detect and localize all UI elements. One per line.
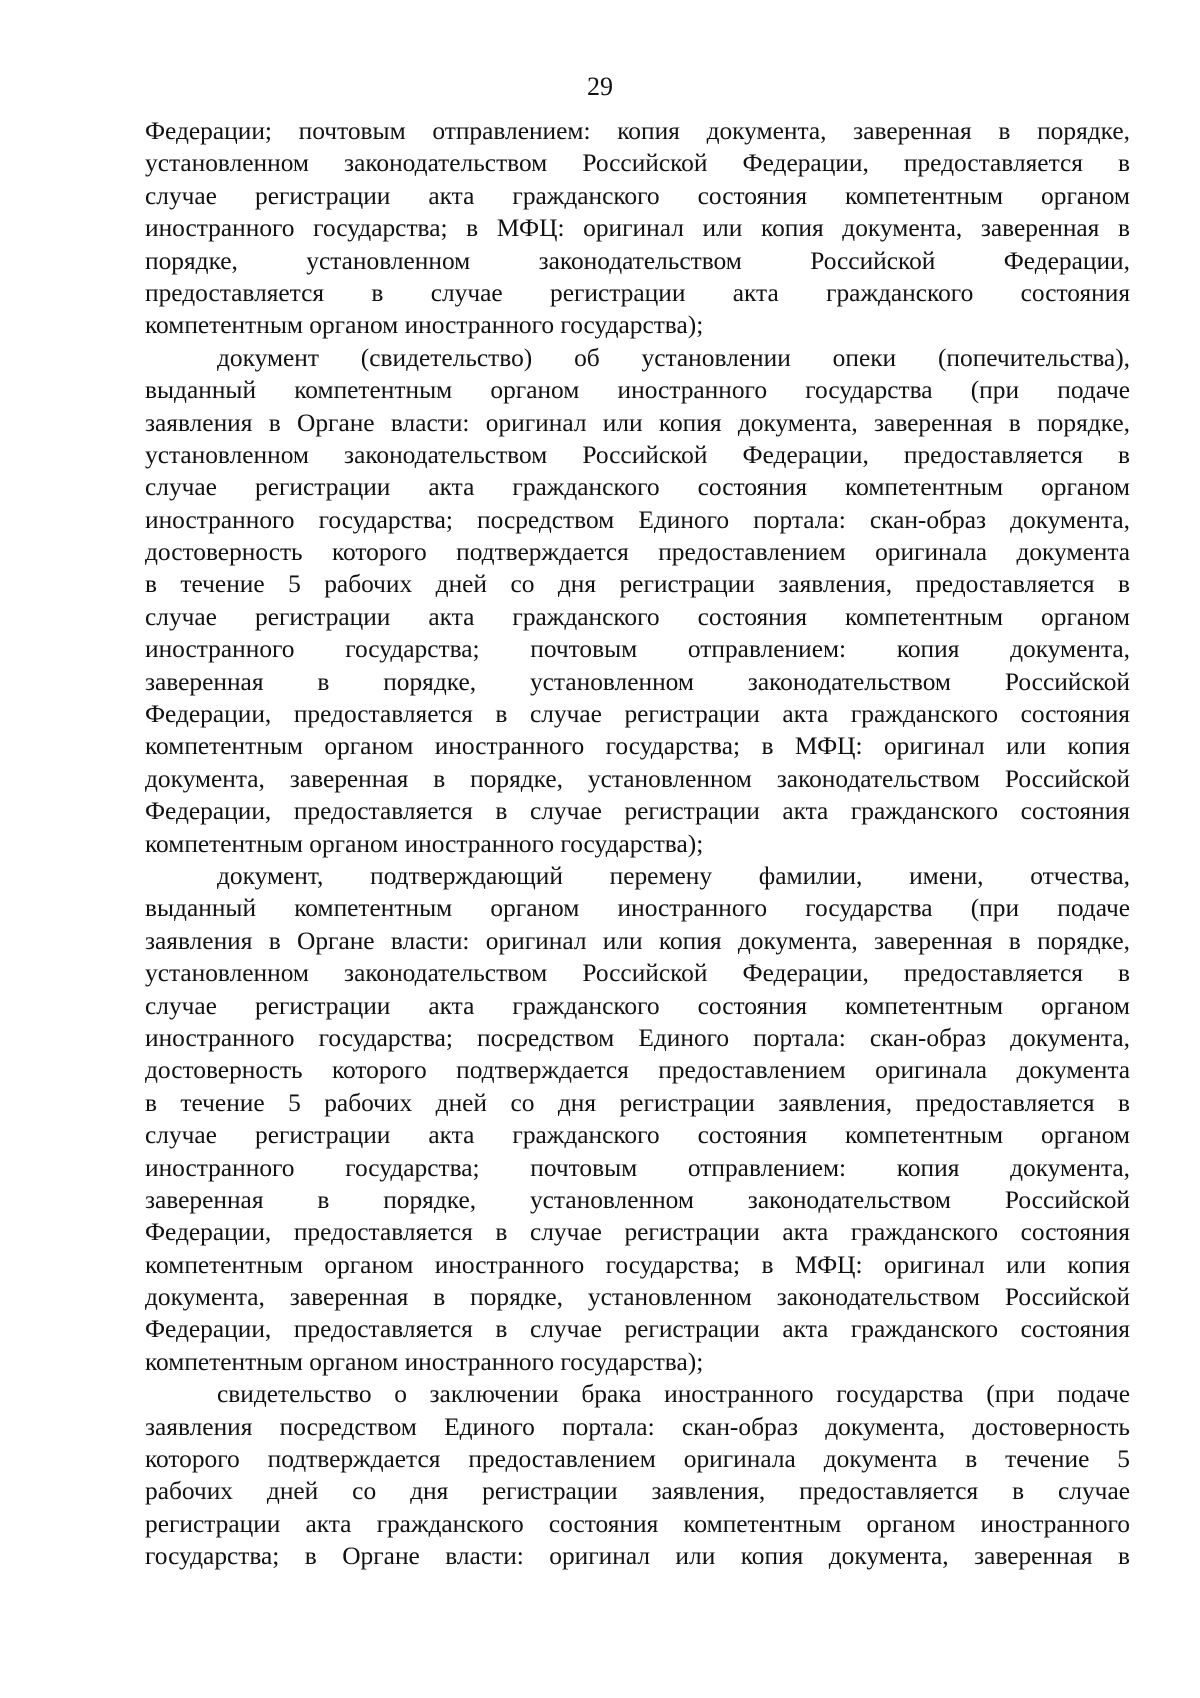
text-line: документ (свидетельство) об установлении опеки (попечительства),	[217, 343, 1130, 372]
text-line: компетентным органом иностранного государства; в МФЦ: оригинал или копия	[145, 732, 1130, 761]
document-body	[145, 115, 1130, 1573]
text-line: Федерации; почтовым отправлением: копия документа, заверенная в порядке,	[145, 117, 1130, 145]
text-line: выданный компетентным органом иностранного государства (при подаче	[145, 376, 1130, 405]
text-line: компетентным органом иностранного государства);	[145, 1347, 704, 1376]
text-line: Федерации, предоставляется в случае регистрации акта гражданского состояния	[145, 1315, 1130, 1344]
text-line: рабочих дней со дня регистрации заявления, предоставляется в случае	[145, 1477, 1130, 1506]
text-line: заявления посредством Единого портала: скан-образ документа, достоверность	[145, 1412, 1130, 1441]
text-line: свидетельство о заключении брака иностранного государства (при подаче	[217, 1380, 1130, 1409]
text-line: случае регистрации акта гражданского состояния компетентным органом	[145, 602, 1130, 631]
text-line: заверенная в порядке, установленном законодательством Российской	[145, 667, 1130, 696]
text-line: заявления в Органе власти: оригинал или копия документа, заверенная в порядке,	[145, 926, 1130, 955]
text-line: документа, заверенная в порядке, установленном законодательством Российской	[145, 764, 1130, 793]
text-line: установленном законодательством Российской Федерации, предоставляется в	[145, 440, 1130, 469]
text-line: порядке, установленном законодательством Российской Федерации,	[145, 246, 1130, 275]
text-line: Федерации, предоставляется в случае регистрации акта гражданского состояния	[145, 700, 1130, 729]
text-line: случае регистрации акта гражданского состояния компетентным органом	[145, 181, 1130, 210]
text-line: достоверность которого подтверждается предоставлением оригинала документа	[145, 538, 1130, 567]
text-line: иностранного государства; почтовым отправлением: копия документа,	[145, 1153, 1130, 1182]
text-line: иностранного государства; посредством Единого портала: скан-образ документа,	[145, 1023, 1130, 1052]
text-line: документ, подтверждающий перемену фамилии, имени, отчества,	[217, 861, 1130, 890]
text-line: установленном законодательством Российской Федерации, предоставляется в	[145, 149, 1130, 178]
text-line: иностранного государства; почтовым отправлением: копия документа,	[145, 635, 1130, 664]
text-line: Федерации, предоставляется в случае регистрации акта гражданского состояния	[145, 1218, 1130, 1247]
text-line: достоверность которого подтверждается предоставлением оригинала документа	[145, 1056, 1130, 1085]
text-line: документа, заверенная в порядке, установленном законодательством Российской	[145, 1283, 1130, 1312]
text-line: иностранного государства; посредством Единого портала: скан-образ документа,	[145, 505, 1130, 534]
text-line: компетентным органом иностранного государства; в МФЦ: оригинал или копия	[145, 1250, 1130, 1279]
text-line: в течение 5 рабочих дней со дня регистрации заявления, предоставляется в	[145, 1088, 1130, 1117]
text-line: Федерации, предоставляется в случае регистрации акта гражданского состояния	[145, 797, 1130, 826]
text-line: которого подтверждается предоставлением оригинала документа в течение 5	[145, 1445, 1130, 1474]
text-line: случае регистрации акта гражданского состояния компетентным органом	[145, 991, 1130, 1020]
text-line: компетентным органом иностранного государства);	[145, 311, 704, 340]
text-line: иностранного государства; в МФЦ: оригинал или копия документа, заверенная в	[145, 214, 1130, 243]
text-line: заверенная в порядке, установленном законодательством Российской	[145, 1185, 1130, 1214]
text-line: выданный компетентным органом иностранного государства (при подаче	[145, 894, 1130, 923]
text-line: в течение 5 рабочих дней со дня регистрации заявления, предоставляется в	[145, 570, 1130, 599]
text-line: случае регистрации акта гражданского состояния компетентным органом	[145, 473, 1130, 502]
text-line: предоставляется в случае регистрации акта гражданского состояния	[145, 278, 1130, 307]
page-number: 29	[587, 72, 613, 101]
text-line: установленном законодательством Российской Федерации, предоставляется в	[145, 959, 1130, 988]
text-line: регистрации акта гражданского состояния компетентным органом иностранного	[145, 1509, 1130, 1538]
text-line: компетентным органом иностранного государства);	[145, 829, 704, 858]
text-line: государства; в Органе власти: оригинал или копия документа, заверенная в	[145, 1542, 1130, 1571]
text-line: заявления в Органе власти: оригинал или копия документа, заверенная в порядке,	[145, 408, 1130, 437]
text-line: случае регистрации акта гражданского состояния компетентным органом	[145, 1121, 1130, 1150]
